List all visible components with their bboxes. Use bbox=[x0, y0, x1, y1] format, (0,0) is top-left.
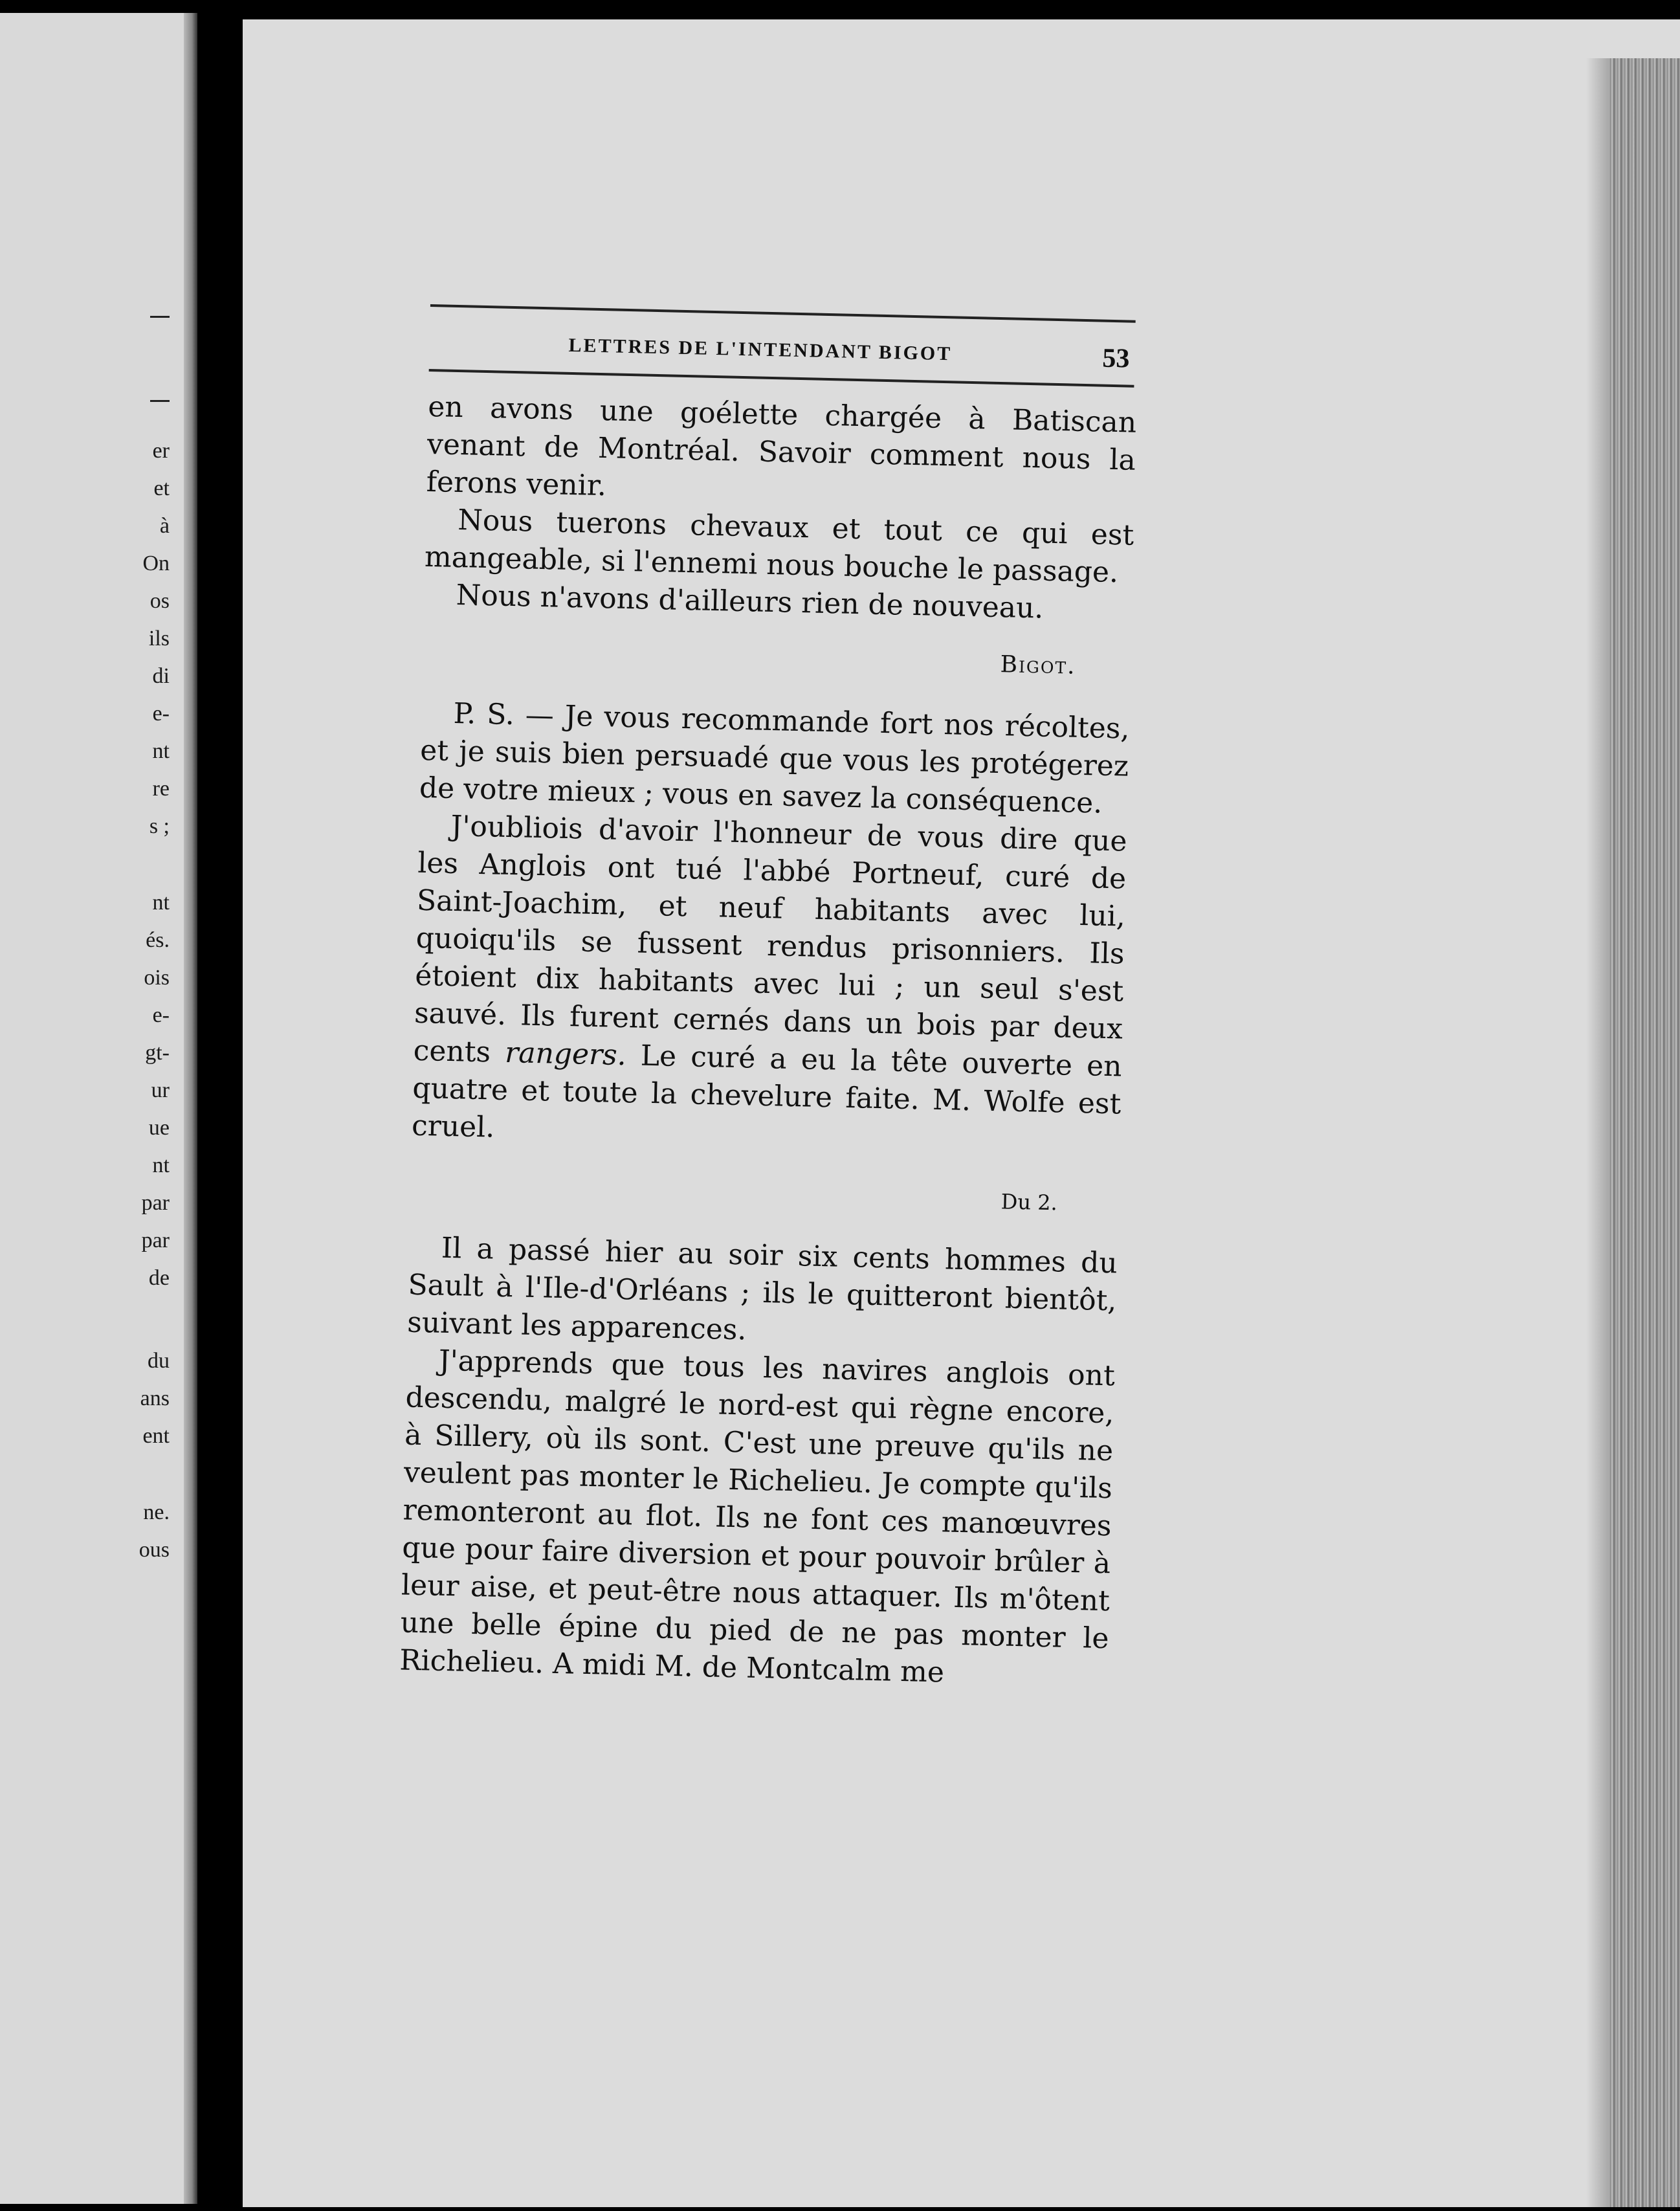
left-fragment: ur bbox=[151, 1078, 170, 1102]
page-number: 53 bbox=[1101, 343, 1130, 374]
gutter bbox=[197, 0, 243, 2211]
paragraph: Il a passé hier au soir six cents hommes du Sault à l'Ile-d'Orléans ; ils le quitteront bientôt, suivant les apparences. bbox=[406, 1231, 1118, 1347]
left-fragment: és. bbox=[146, 928, 170, 952]
left-page-rule bbox=[150, 400, 170, 402]
left-fragment: par bbox=[141, 1228, 170, 1252]
left-fragment: e- bbox=[152, 1003, 170, 1027]
date-heading: Du 2. bbox=[1000, 1189, 1058, 1216]
left-fragment: de bbox=[148, 1266, 170, 1290]
left-fragment: ne. bbox=[143, 1500, 170, 1524]
paragraph-postscript: P. S. — Je vous recommande fort nos récoltes, et je suis bien persuadé que vous les protégerez de votre mieux ; vous en savez la conséquence. bbox=[419, 696, 1130, 820]
signature: Bigot. bbox=[1000, 651, 1077, 680]
paragraph: en avons une goélette chargée à Batiscan venant de Montréal. Savoir comment nous la ferons venir. bbox=[426, 390, 1137, 503]
left-fragment: s ; bbox=[149, 814, 170, 838]
paragraph-text: J'oubliois d'avoir l'honneur de vous dire que les Anglois ont tué l'abbé Portneuf, curé de Saint-Joachim, et neuf habitants avec lui, quoiqu'ils se fussent rendus prisonniers. Ils étoient dix habitants avec lui ; un seul s'est sauvé. Ils furent cernés dans un bois par deux cents bbox=[413, 809, 1128, 1069]
left-fragment: par bbox=[141, 1191, 170, 1215]
left-fragment: ils bbox=[148, 627, 170, 650]
left-fragment: re bbox=[152, 777, 170, 801]
page-edge-shadow bbox=[1586, 58, 1609, 2207]
page-stack-edges bbox=[1609, 58, 1680, 2207]
left-fragment: e- bbox=[152, 702, 170, 726]
left-page-rule bbox=[150, 316, 170, 318]
left-fragment: ent bbox=[142, 1424, 170, 1448]
left-fragment: et bbox=[153, 476, 170, 500]
left-fragment: ans bbox=[140, 1386, 170, 1410]
left-page-text-fragments bbox=[0, 13, 181, 2204]
left-fragment: du bbox=[148, 1349, 170, 1373]
page-content bbox=[399, 304, 1155, 1696]
paragraph: Nous tuerons chevaux et tout ce qui est mangeable, si l'ennemi nous bouche le passage. bbox=[424, 504, 1134, 590]
left-fragment: nt bbox=[152, 891, 170, 915]
running-head-title: LETTRES DE L'INTENDANT BIGOT bbox=[568, 334, 953, 365]
left-fragment: On bbox=[142, 551, 170, 575]
left-fragment: gt- bbox=[145, 1041, 170, 1065]
paragraph-text: Le curé a eu la tête ouverte en quatre et toute la chevelure faite. M. Wolfe est cruel. bbox=[411, 1039, 1123, 1144]
italic-word: rangers. bbox=[504, 1036, 627, 1072]
left-fragment: à bbox=[159, 514, 170, 538]
left-fragment: nt bbox=[152, 739, 170, 763]
left-page-edge bbox=[184, 13, 197, 2204]
left-page bbox=[0, 13, 197, 2204]
left-fragment: er bbox=[152, 439, 170, 463]
paragraph: Nous n'avons d'ailleurs rien de nouveau. bbox=[456, 579, 1044, 625]
left-fragment: os bbox=[149, 589, 170, 613]
left-fragment: ue bbox=[148, 1116, 170, 1140]
left-fragment: di bbox=[152, 664, 170, 688]
paragraph: J'apprends que tous les navires anglois ont descendu, malgré le nord-est qui règne encore, à Sillery, où ils sont. C'est une preuve qu'ils ne veulent pas monter le Richelieu. Je compte qu'ils remonteront au flot. Ils ne font ces manœuvres que pour faire diversion et pour pouvoir brûler à leur aise, et peut-être nous attaquer. Ils m'ôtent une belle épine du pied de ne pas monter le Richelieu. A midi M. de Montcalm me bbox=[399, 1344, 1116, 1689]
left-fragment: ois bbox=[144, 966, 170, 990]
left-fragment: nt bbox=[152, 1153, 170, 1177]
paragraph bbox=[412, 807, 1128, 1161]
left-fragment: ous bbox=[138, 1538, 170, 1562]
